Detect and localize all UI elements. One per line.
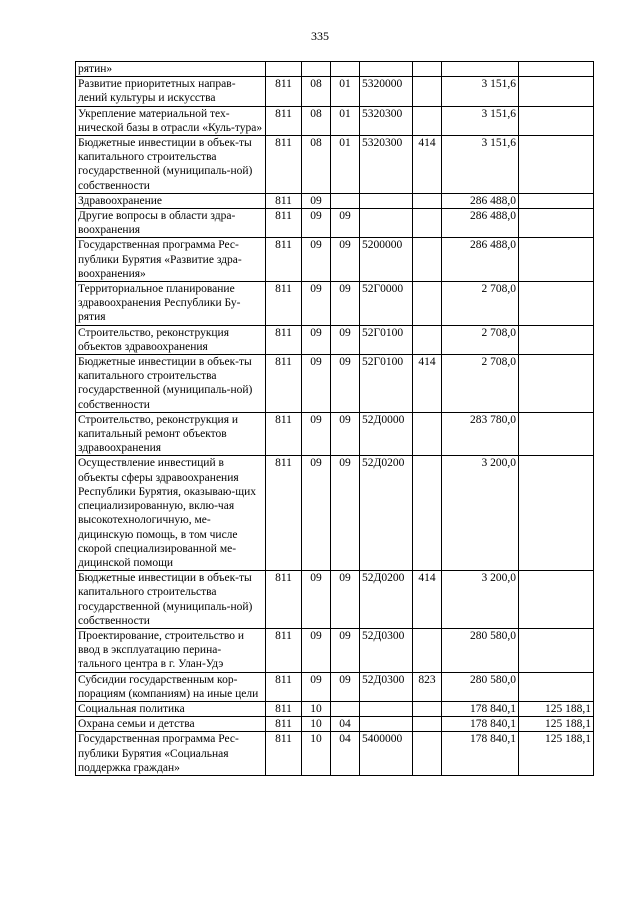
section-code-cell: 10: [302, 701, 331, 716]
section-code-cell: [302, 62, 331, 77]
subsection-code-cell: 04: [331, 732, 360, 776]
section-code-cell: 09: [302, 412, 331, 456]
ministry-code-cell: 811: [266, 77, 302, 106]
target-article-cell: 52Г0000: [360, 282, 413, 326]
subsection-code-cell: [331, 62, 360, 77]
amount-secondary-cell: [519, 209, 594, 238]
target-article-cell: 52Г0100: [360, 325, 413, 354]
section-code-cell: 10: [302, 717, 331, 732]
subsection-code-cell: 09: [331, 456, 360, 571]
subsection-code-cell: 09: [331, 355, 360, 413]
target-article-cell: 52Д0300: [360, 672, 413, 701]
target-article-cell: [360, 717, 413, 732]
amount-cell: 280 580,0: [442, 628, 519, 672]
section-code-cell: 09: [302, 325, 331, 354]
target-article-cell: 52Д0200: [360, 456, 413, 571]
table-row: [76, 136, 594, 194]
amount-cell: 2 708,0: [442, 325, 519, 354]
row-name-cell: рятин»: [76, 62, 266, 77]
expense-type-cell: [413, 77, 442, 106]
section-code-cell: 09: [302, 193, 331, 208]
row-name-cell: Другие вопросы в области здра-воохранения: [76, 209, 266, 238]
table-row: [76, 77, 594, 106]
expense-type-cell: [413, 238, 442, 282]
row-name-cell: Бюджетные инвестиции в объек-ты капитального строительства государственной (муниципаль-ной) собственности: [76, 571, 266, 629]
amount-cell: 178 840,1: [442, 701, 519, 716]
amount-secondary-cell: [519, 355, 594, 413]
subsection-code-cell: 09: [331, 571, 360, 629]
subsection-code-cell: 09: [331, 238, 360, 282]
table-row: [76, 571, 594, 629]
row-name-cell: Охрана семьи и детства: [76, 717, 266, 732]
row-name-cell: Укрепление материальной тех-нической базы в отрасли «Куль-тура»: [76, 106, 266, 135]
target-article-cell: 5320300: [360, 106, 413, 135]
ministry-code-cell: 811: [266, 282, 302, 326]
expense-type-cell: [413, 209, 442, 238]
page-number: 335: [311, 29, 329, 43]
amount-secondary-cell: [519, 62, 594, 77]
subsection-code-cell: 09: [331, 672, 360, 701]
amount-cell: 3 200,0: [442, 456, 519, 571]
amount-secondary-cell: [519, 282, 594, 326]
target-article-cell: 5400000: [360, 732, 413, 776]
table-row: [76, 209, 594, 238]
table-row: [76, 628, 594, 672]
expense-type-cell: [413, 106, 442, 135]
amount-cell: 3 200,0: [442, 571, 519, 629]
amount-cell: 286 488,0: [442, 193, 519, 208]
subsection-code-cell: 04: [331, 717, 360, 732]
subsection-code-cell: 09: [331, 325, 360, 354]
table-row: [76, 717, 594, 732]
amount-secondary-cell: [519, 628, 594, 672]
ministry-code-cell: 811: [266, 412, 302, 456]
amount-cell: 178 840,1: [442, 717, 519, 732]
target-article-cell: [360, 209, 413, 238]
ministry-code-cell: 811: [266, 106, 302, 135]
section-code-cell: 08: [302, 77, 331, 106]
ministry-code-cell: [266, 62, 302, 77]
subsection-code-cell: [331, 701, 360, 716]
row-name-cell: Осуществление инвестиций в объекты сферы здравоохранения Республики Бурятия, оказываю-щих специализированную, вклю-чая высокотехнологичную, ме-дицинскую помощь, в том числе скорой специализированной ме-дицинской помощи: [76, 456, 266, 571]
expense-type-cell: [413, 717, 442, 732]
table-row: [76, 325, 594, 354]
amount-cell: 286 488,0: [442, 238, 519, 282]
expense-type-cell: [413, 456, 442, 571]
ministry-code-cell: 811: [266, 355, 302, 413]
table-row: [76, 412, 594, 456]
section-code-cell: 09: [302, 571, 331, 629]
expense-type-cell: [413, 732, 442, 776]
target-article-cell: [360, 62, 413, 77]
amount-secondary-cell: 125 188,1: [519, 701, 594, 716]
table-row: [76, 106, 594, 135]
amount-secondary-cell: [519, 456, 594, 571]
table-row: [76, 238, 594, 282]
section-code-cell: 08: [302, 136, 331, 194]
section-code-cell: 09: [302, 628, 331, 672]
expense-type-cell: 414: [413, 355, 442, 413]
target-article-cell: 52Г0100: [360, 355, 413, 413]
section-code-cell: 09: [302, 456, 331, 571]
expense-type-cell: [413, 193, 442, 208]
table-row: [76, 62, 594, 77]
amount-cell: 283 780,0: [442, 412, 519, 456]
subsection-code-cell: 09: [331, 412, 360, 456]
amount-secondary-cell: [519, 672, 594, 701]
subsection-code-cell: 09: [331, 209, 360, 238]
expense-type-cell: 414: [413, 571, 442, 629]
amount-cell: 3 151,6: [442, 77, 519, 106]
ministry-code-cell: 811: [266, 672, 302, 701]
section-code-cell: 09: [302, 209, 331, 238]
subsection-code-cell: 01: [331, 77, 360, 106]
row-name-cell: Строительство, реконструкция объектов здравоохранения: [76, 325, 266, 354]
row-name-cell: Государственная программа Рес-публики Бурятия «Развитие здра-воохранения»: [76, 238, 266, 282]
amount-secondary-cell: [519, 325, 594, 354]
target-article-cell: 52Д0000: [360, 412, 413, 456]
expense-type-cell: [413, 62, 442, 77]
section-code-cell: 08: [302, 106, 331, 135]
expense-type-cell: 823: [413, 672, 442, 701]
target-article-cell: [360, 193, 413, 208]
expense-type-cell: [413, 325, 442, 354]
target-article-cell: 52Д0300: [360, 628, 413, 672]
amount-secondary-cell: [519, 412, 594, 456]
expense-type-cell: [413, 701, 442, 716]
amount-cell: 3 151,6: [442, 136, 519, 194]
amount-cell: 2 708,0: [442, 282, 519, 326]
amount-cell: 2 708,0: [442, 355, 519, 413]
table-row: [76, 193, 594, 208]
amount-cell: 178 840,1: [442, 732, 519, 776]
subsection-code-cell: 01: [331, 106, 360, 135]
table-row: [76, 672, 594, 701]
ministry-code-cell: 811: [266, 701, 302, 716]
target-article-cell: [360, 701, 413, 716]
table-row: [76, 701, 594, 716]
amount-secondary-cell: [519, 77, 594, 106]
ministry-code-cell: 811: [266, 571, 302, 629]
subsection-code-cell: 09: [331, 282, 360, 326]
amount-secondary-cell: 125 188,1: [519, 732, 594, 776]
expense-type-cell: [413, 412, 442, 456]
ministry-code-cell: 811: [266, 456, 302, 571]
budget-table: [75, 61, 594, 776]
target-article-cell: 5320300: [360, 136, 413, 194]
table-row: [76, 282, 594, 326]
ministry-code-cell: 811: [266, 325, 302, 354]
amount-secondary-cell: [519, 136, 594, 194]
row-name-cell: Бюджетные инвестиции в объек-ты капитального строительства государственной (муниципаль-ной) собственности: [76, 136, 266, 194]
amount-secondary-cell: [519, 238, 594, 282]
subsection-code-cell: [331, 193, 360, 208]
amount-cell: 286 488,0: [442, 209, 519, 238]
expense-type-cell: [413, 628, 442, 672]
ministry-code-cell: 811: [266, 209, 302, 238]
row-name-cell: Здравоохранение: [76, 193, 266, 208]
ministry-code-cell: 811: [266, 732, 302, 776]
ministry-code-cell: 811: [266, 628, 302, 672]
section-code-cell: 09: [302, 282, 331, 326]
table-row: [76, 732, 594, 776]
ministry-code-cell: 811: [266, 238, 302, 282]
expense-type-cell: [413, 282, 442, 326]
subsection-code-cell: 09: [331, 628, 360, 672]
row-name-cell: Развитие приоритетных направ-лений культуры и искусства: [76, 77, 266, 106]
table-row: [76, 456, 594, 571]
amount-cell: [442, 62, 519, 77]
amount-secondary-cell: 125 188,1: [519, 717, 594, 732]
section-code-cell: 09: [302, 672, 331, 701]
amount-cell: 280 580,0: [442, 672, 519, 701]
section-code-cell: 09: [302, 238, 331, 282]
subsection-code-cell: 01: [331, 136, 360, 194]
amount-secondary-cell: [519, 571, 594, 629]
amount-cell: 3 151,6: [442, 106, 519, 135]
section-code-cell: 09: [302, 355, 331, 413]
row-name-cell: Субсидии государственным кор-порациям (компаниям) на иные цели: [76, 672, 266, 701]
row-name-cell: Социальная политика: [76, 701, 266, 716]
row-name-cell: Государственная программа Рес-публики Бурятия «Социальная поддержка граждан»: [76, 732, 266, 776]
amount-secondary-cell: [519, 193, 594, 208]
row-name-cell: Строительство, реконструкция и капитальный ремонт объектов здравоохранения: [76, 412, 266, 456]
expense-type-cell: 414: [413, 136, 442, 194]
ministry-code-cell: 811: [266, 136, 302, 194]
ministry-code-cell: 811: [266, 193, 302, 208]
target-article-cell: 52Д0200: [360, 571, 413, 629]
ministry-code-cell: 811: [266, 717, 302, 732]
target-article-cell: 5320000: [360, 77, 413, 106]
row-name-cell: Бюджетные инвестиции в объек-ты капитального строительства государственной (муниципаль-ной) собственности: [76, 355, 266, 413]
table-body: [76, 62, 594, 776]
target-article-cell: 5200000: [360, 238, 413, 282]
amount-secondary-cell: [519, 106, 594, 135]
row-name-cell: Проектирование, строительство и ввод в эксплуатацию перина-тального центра в г. Улан-Удэ: [76, 628, 266, 672]
row-name-cell: Территориальное планирование здравоохранения Республики Бу-рятия: [76, 282, 266, 326]
section-code-cell: 10: [302, 732, 331, 776]
table-row: [76, 355, 594, 413]
